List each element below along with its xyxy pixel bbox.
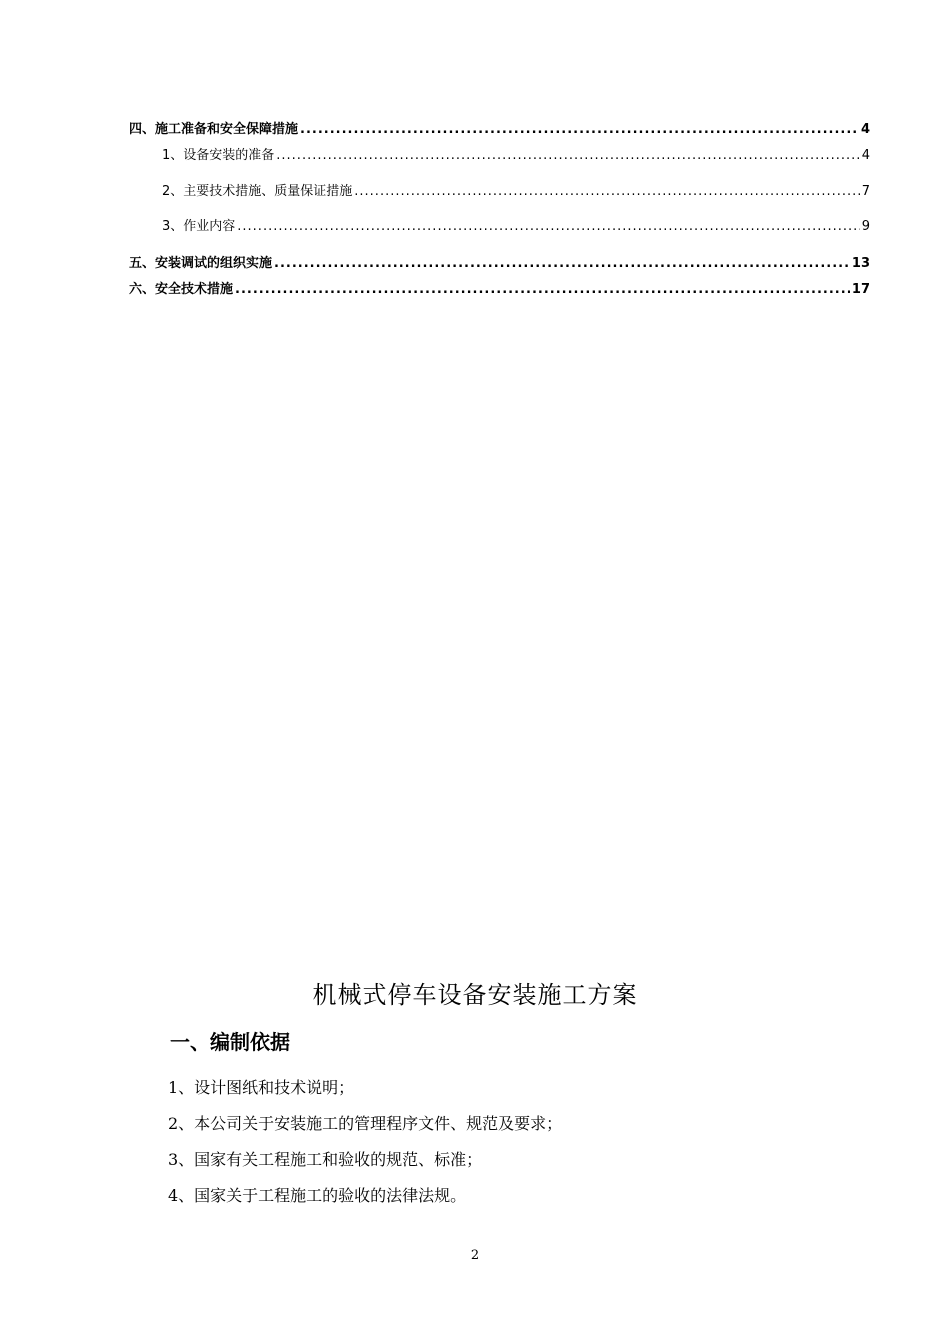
document-title: 机械式停车设备安装施工方案 [312, 981, 638, 1009]
toc-dot-leader [235, 282, 850, 297]
toc-entry[interactable] [129, 180, 870, 199]
toc-entry-label: 六、安全技术措施 [129, 282, 234, 297]
list-item: 1、设计图纸和技术说明； [168, 1078, 355, 1097]
toc-dot-leader [276, 148, 859, 163]
toc-entry[interactable] [129, 215, 870, 234]
toc-dot-leader [354, 184, 859, 199]
toc-dot-leader [300, 122, 859, 137]
toc-entry[interactable] [129, 252, 870, 271]
section-heading: 一、编制依据 [170, 1030, 290, 1054]
toc-entry-page: 7 [861, 184, 870, 199]
toc-entry[interactable] [129, 144, 870, 163]
toc-entry[interactable] [129, 278, 870, 297]
toc-entry[interactable] [129, 118, 870, 137]
toc-entry-label: 3、作业内容 [162, 219, 236, 234]
toc-entry-page: 13 [851, 256, 870, 271]
list-item: 4、国家关于工程施工的验收的法律法规。 [168, 1186, 467, 1205]
toc-entry-label: 2、主要技术措施、质量保证措施 [162, 184, 353, 199]
list-item: 2、本公司关于安装施工的管理程序文件、规范及要求； [168, 1114, 563, 1133]
toc-dot-leader [274, 256, 850, 271]
toc-entry-page: 4 [861, 148, 870, 163]
list-item: 3、国家有关工程施工和验收的规范、标准； [168, 1150, 483, 1169]
toc-entry-page: 17 [851, 282, 870, 297]
toc-entry-page: 9 [861, 219, 870, 234]
toc-entry-label: 1、设备安装的准备 [162, 148, 275, 163]
page-number: 2 [470, 1248, 480, 1263]
toc-entry-label: 五、安装调试的组织实施 [129, 256, 273, 271]
toc-dot-leader [237, 219, 859, 234]
toc-entry-page: 4 [860, 122, 870, 137]
toc-entry-label: 四、施工准备和安全保障措施 [129, 122, 299, 137]
